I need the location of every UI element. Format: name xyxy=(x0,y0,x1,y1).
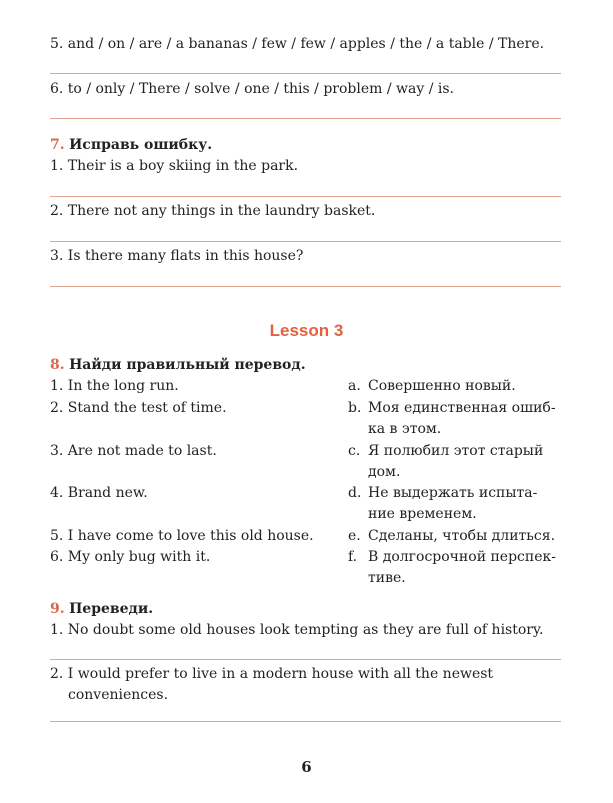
exercise-item-6: 6. to / only / There / solve / one / this / problem / way / is. xyxy=(50,81,455,97)
translation-b-cont: ка в этом. xyxy=(368,421,442,437)
task-7-heading xyxy=(50,137,212,153)
lesson-title: Lesson 3 xyxy=(269,321,344,340)
translation-letter: b. xyxy=(348,400,362,416)
phrase-item-4: 4. Brand new. xyxy=(50,485,148,501)
translation-d: Не выдержать испыта- xyxy=(368,485,538,501)
phrase-item-1: 1. In the long run. xyxy=(50,378,179,394)
translation-letter: f. xyxy=(348,549,358,565)
translation-letter: d. xyxy=(348,485,362,501)
page-number: 6 xyxy=(301,758,312,776)
answer-line xyxy=(50,659,561,660)
translation-c: Я полюбил этот старый xyxy=(368,443,544,459)
task-number: 7. xyxy=(50,137,65,153)
task-title: Переведи. xyxy=(69,601,154,617)
task-9-heading xyxy=(50,601,153,617)
task-9-item-1: 1. No doubt some old houses look tempting as they are full of history. xyxy=(50,622,544,638)
translation-a: Совершенно новый. xyxy=(368,378,516,394)
answer-line xyxy=(50,196,561,197)
answer-line xyxy=(50,241,561,242)
task-number: 8. xyxy=(50,357,65,373)
translation-letter: a. xyxy=(348,378,361,394)
answer-line xyxy=(50,73,561,74)
translation-f: В долгосрочной перспек- xyxy=(368,549,556,565)
task-7-item-1: 1. Their is a boy skiing in the park. xyxy=(50,158,299,174)
translation-letter: c. xyxy=(348,443,361,459)
task-8-heading xyxy=(50,357,306,373)
translation-b: Моя единственная ошиб- xyxy=(368,400,556,416)
task-7-item-2: 2. There not any things in the laundry basket. xyxy=(50,203,376,219)
phrase-item-2: 2. Stand the test of time. xyxy=(50,400,227,416)
translation-d-cont: ние временем. xyxy=(368,506,477,522)
exercise-item-5: 5. and / on / are / a bananas / few / few / apples / the / a table / There. xyxy=(50,36,545,52)
phrase-item-3: 3. Are not made to last. xyxy=(50,443,217,459)
task-title: Исправь ошибку. xyxy=(69,137,213,153)
task-7-item-3: 3. Is there many flats in this house? xyxy=(50,248,304,264)
task-9-item-2: 2. I would prefer to live in a modern house with all the newest xyxy=(50,666,494,682)
answer-line xyxy=(50,721,561,722)
translation-e: Сделаны, чтобы длиться. xyxy=(368,528,556,544)
phrase-item-6: 6. My only bug with it. xyxy=(50,549,211,565)
translation-f-cont: тиве. xyxy=(368,570,406,586)
translation-letter: e. xyxy=(348,528,361,544)
phrase-item-5: 5. I have come to love this old house. xyxy=(50,528,314,544)
answer-line xyxy=(50,118,561,119)
task-9-item-2-cont: conveniences. xyxy=(68,687,169,703)
task-number: 9. xyxy=(50,601,65,617)
task-title: Найди правильный перевод. xyxy=(69,357,306,373)
answer-line xyxy=(50,286,561,287)
translation-c-cont: дом. xyxy=(368,464,401,480)
